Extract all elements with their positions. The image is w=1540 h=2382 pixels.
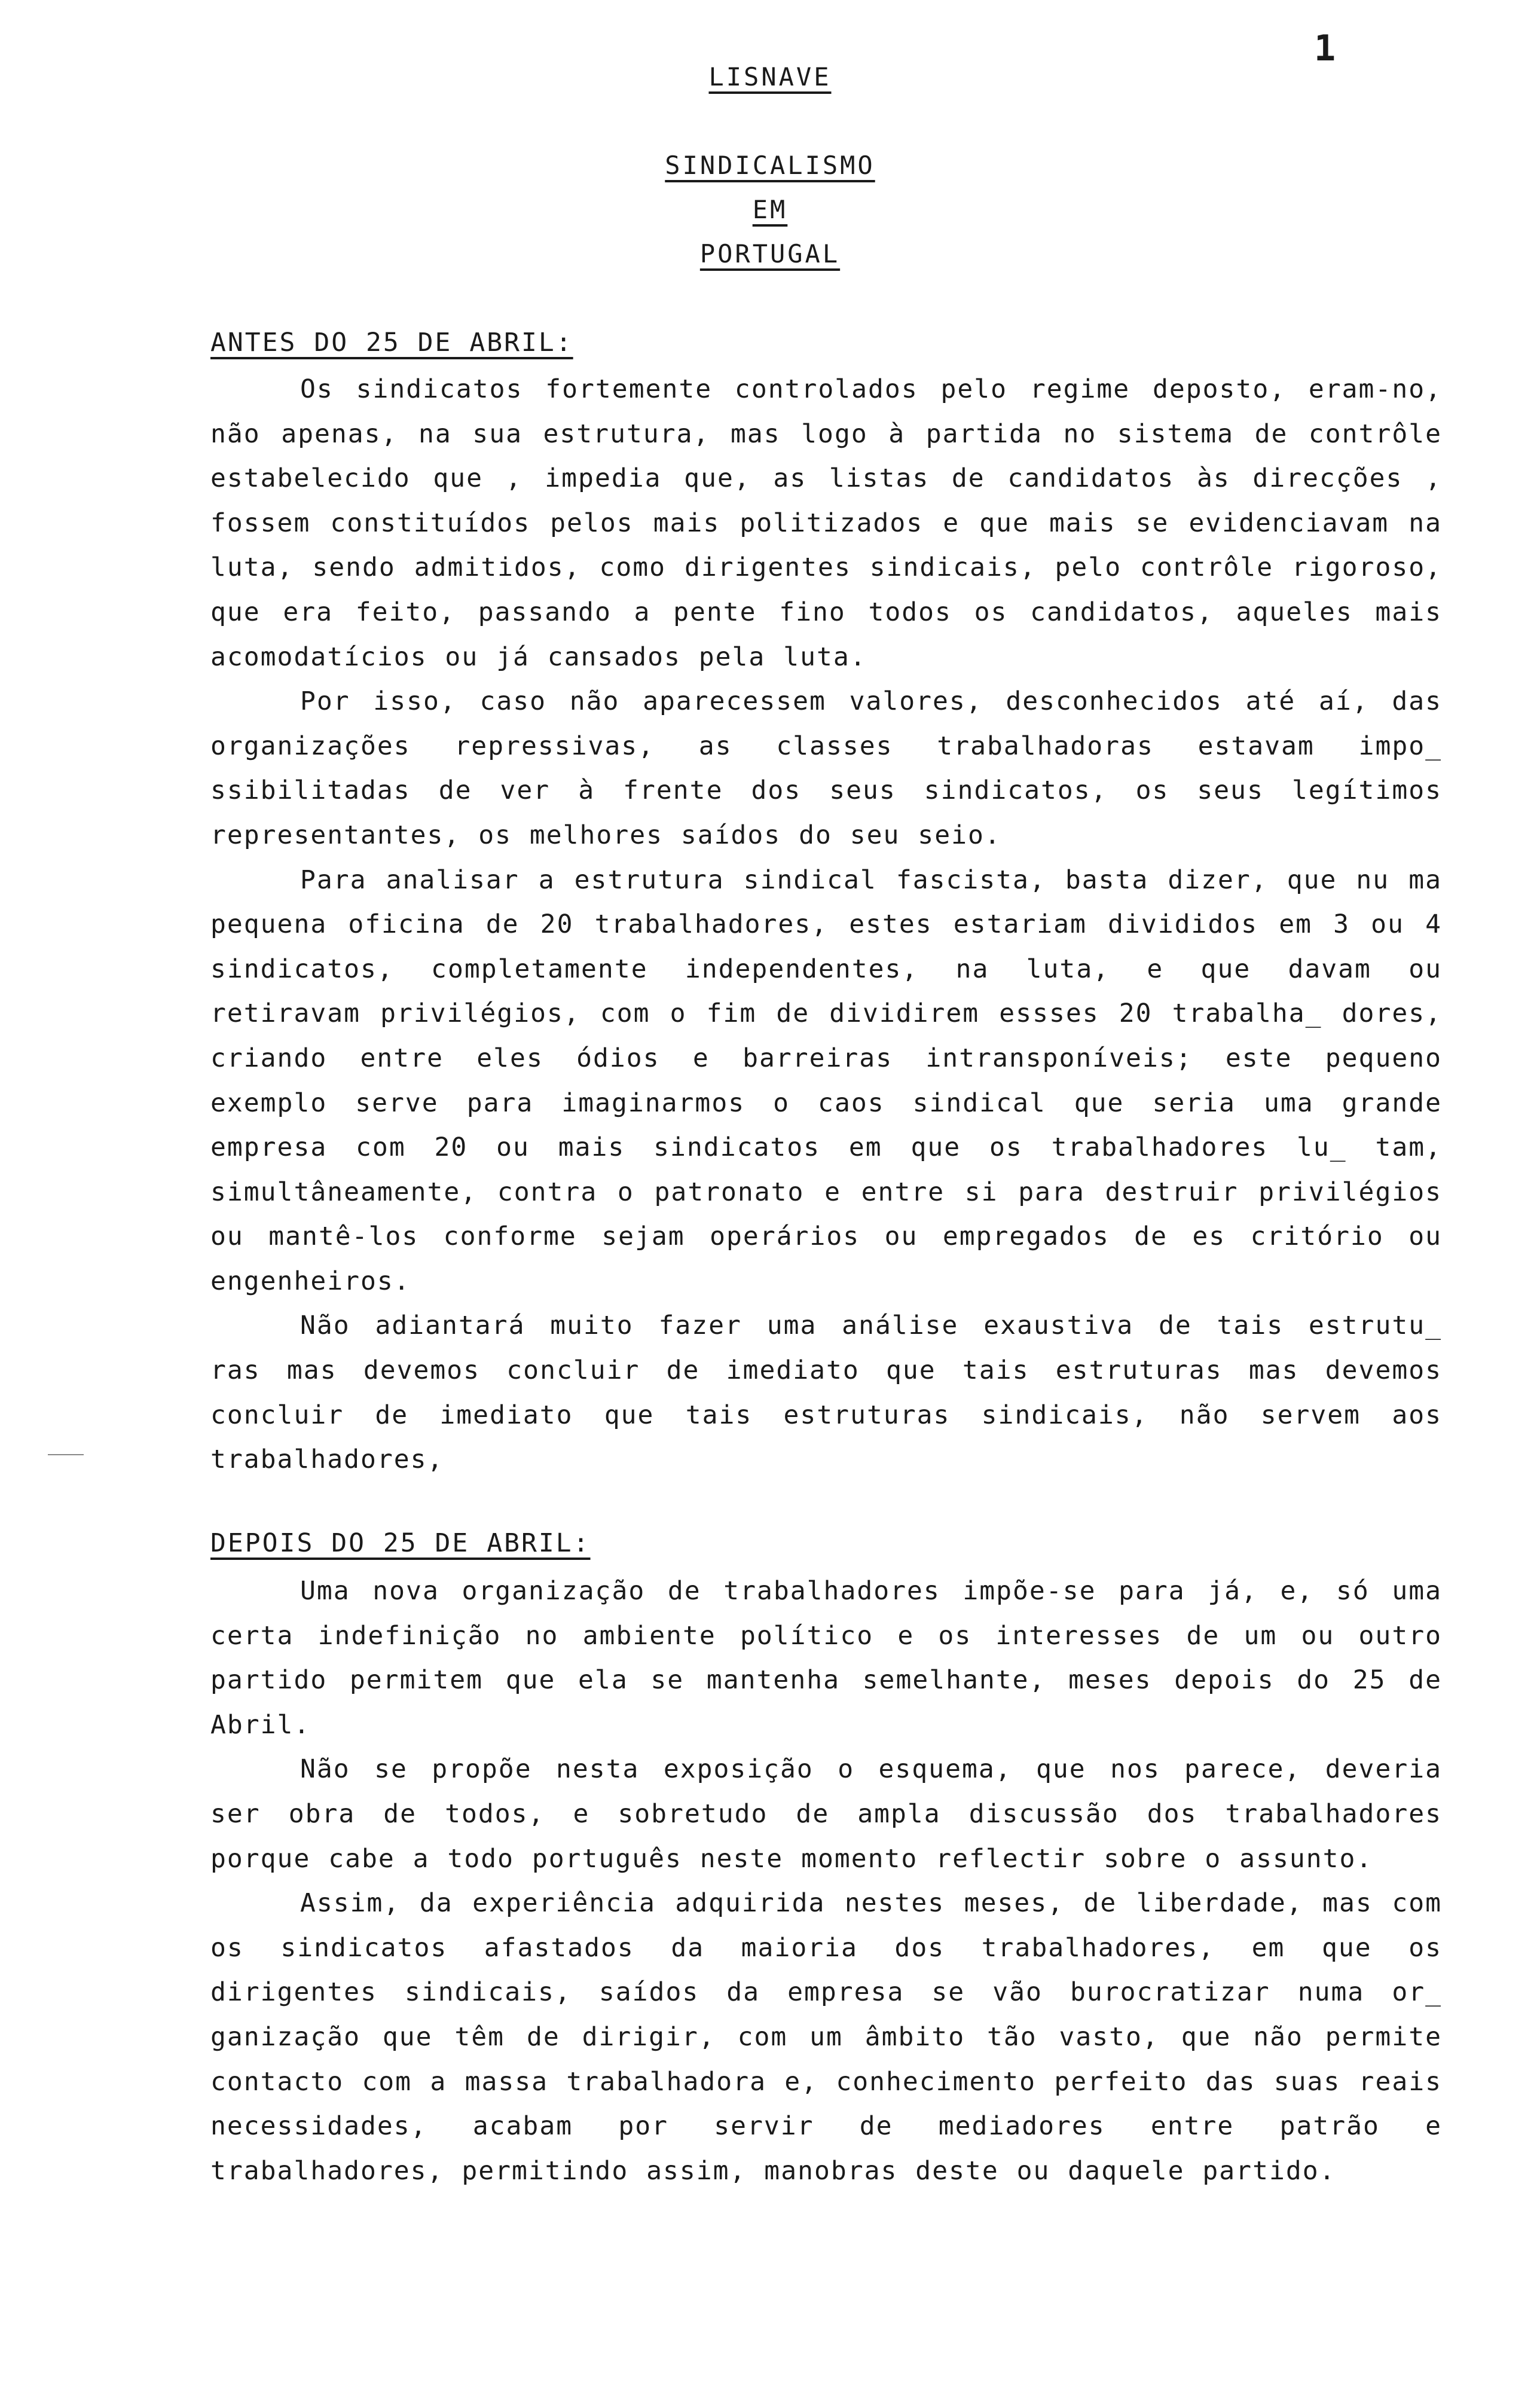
paragraph: Não se propõe nesta exposição o esquema, que nos parece, deveria ser obra de todos, e sobretudo de ampla discussão dos trabalhadores porque cabe a todo português neste momento reflectir sobre o assunto.	[210, 1754, 1442, 1874]
paragraph: Uma nova organização de trabalhadores impõe-se para já, e, só uma certa indefinição no ambiente político e os interesses de um ou outro partido permitem que ela se mantenha semelhante, meses depois do 25 de Abril.	[210, 1576, 1442, 1740]
paragraph: Para analisar a estrutura sindical fascista, basta dizer, que nu ma pequena oficina de 20 trabalhadores, estes estariam divididos em 3 ou 4 sindicatos, completamente independentes, na luta, e que davam ou retiravam privilégios, com o fim de dividirem essses 20 trabalha_ dores, criando entre eles ódios e barreiras intransponíveis; este pequeno exemplo serve para imaginarmos o caos sindical que seria uma grande empresa com 20 ou mais sindicatos em que os trabalhadores lu_ tam, simultâneamente, contra o patronato e entre si para destruir privilégios ou mantê-los conforme sejam operários ou empregados de es critório ou engenheiros.	[210, 865, 1442, 1296]
page-number: 1	[1314, 28, 1336, 69]
section-heading-after: DEPOIS DO 25 DE ABRIL:	[210, 1528, 591, 1558]
company-title: LISNAVE	[708, 62, 832, 91]
document-title-line2: EM	[752, 195, 788, 224]
document-title-line1: SINDICALISMO	[665, 151, 875, 180]
paragraph: Não adiantará muito fazer uma análise exaustiva de tais estrutu_ ras mas devemos concluir de imediato que tais estruturas mas devemos concluir de imediato que tais estruturas sindicais, não servem aos trabalhadores,	[210, 1311, 1442, 1475]
paragraph: Assim, da experiência adquirida nestes meses, de liberdade, mas com os sindicatos afastados da maioria dos trabalhadores, em que os dirigentes sindicais, saídos da empresa se vão burocratizar numa or_ ganização que têm de dirigir, com um âmbito tão vasto, que não permite contacto com a massa trabalhadora e, conhecimento perfeito das suas reais necessidades, acabam por servir de mediadores entre patrão e trabalhadores, permitindo assim, manobras deste ou daquele partido.	[210, 1888, 1442, 2186]
paragraph: Os sindicatos fortemente controlados pelo regime deposto, eram-no, não apenas, na sua estrutura, mas logo à partida no sistema de contrôle estabelecido que , impedia que, as listas de candidatos às direcções , fossem constituídos pelos mais politizados e que mais se evidenciavam na luta, sendo admitidos, como dirigentes sindicais, pelo contrôle rigoroso, que era feito, passando a pente fino todos os candidatos, aqueles mais acomodatícios ou já cansados pela luta.	[210, 374, 1442, 672]
section-heading-before: ANTES DO 25 DE ABRIL:	[210, 328, 573, 358]
paragraph: Por isso, caso não aparecessem valores, desconhecidos até aí, das organizações repressivas, as classes trabalhadoras estavam impo_ ssibilitadas de ver à frente dos seus sindicatos, os seus legítimos representantes, os melhores saídos do seu seio.	[210, 686, 1442, 850]
document-title-line3: PORTUGAL	[699, 239, 841, 268]
section-after-body	[210, 1569, 1442, 2193]
section-before-body	[210, 367, 1442, 1482]
margin-mark	[48, 1454, 84, 1455]
